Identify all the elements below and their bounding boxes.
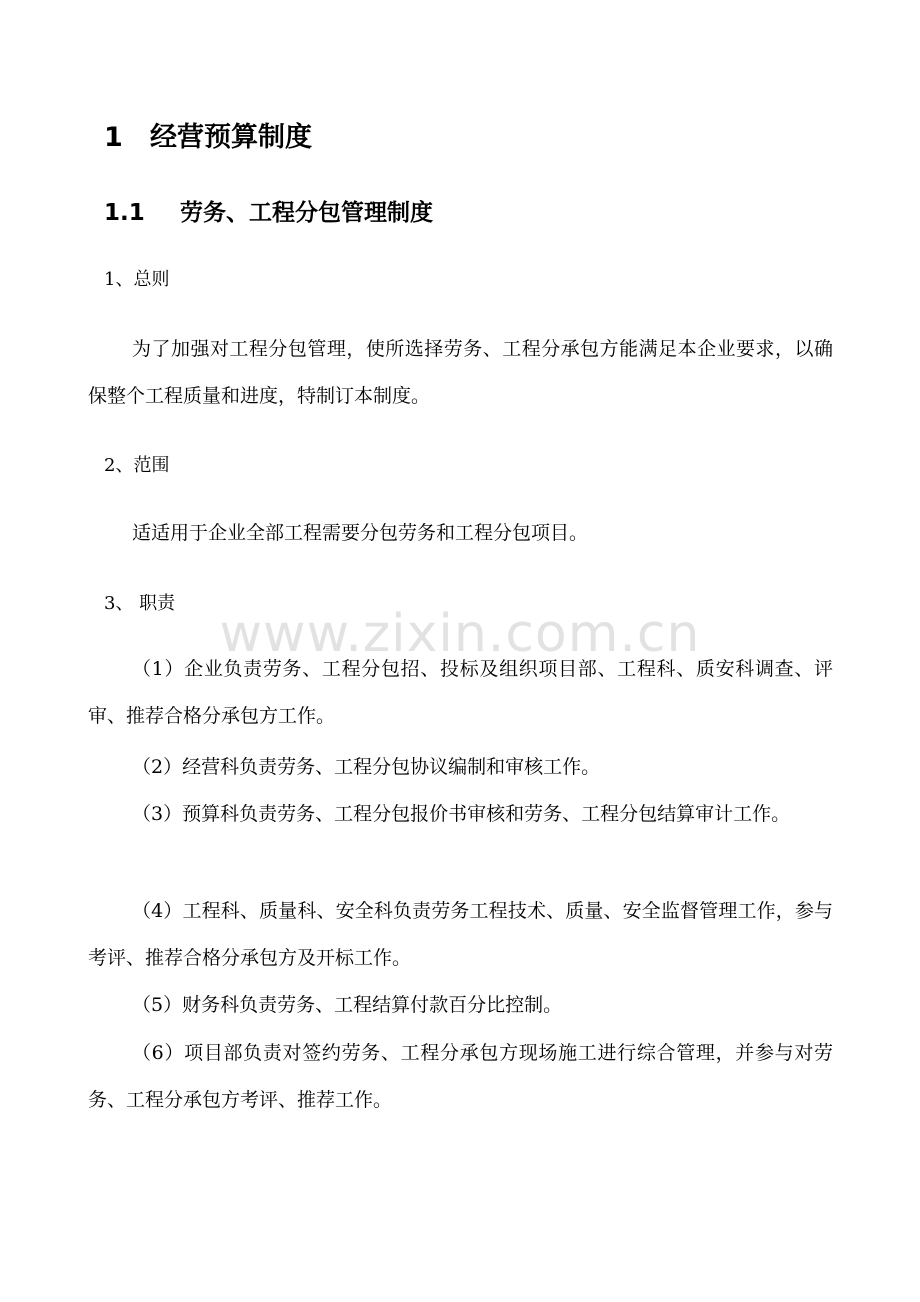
- heading-2: [104, 196, 433, 230]
- heading-1-number: 1: [104, 122, 123, 153]
- heading-2-number: 1.1: [104, 200, 145, 226]
- section-2-label: 2、范围: [104, 455, 170, 476]
- heading-1: [104, 118, 312, 158]
- section-3-label: 3、 职责: [104, 593, 176, 614]
- watermark: www.zixin.com.cn: [219, 604, 701, 664]
- duty-item-2: （2）经营科负责劳务、工程分包协议编制和审核工作。: [132, 756, 601, 778]
- duty-item-5: （5）财务科负责劳务、工程结算付款百分比控制。: [132, 994, 563, 1016]
- heading-1-title: 经营预算制度: [150, 122, 312, 153]
- duty-item-1: （1）企业负责劳务、工程分包招、投标及组织项目部、工程科、质安科调查、评审、推荐合格分承包方工作。: [88, 658, 833, 727]
- duty-item-4: （4）工程科、质量科、安全科负责劳务工程技术、质量、安全监督管理工作，参与考评、推荐合格分承包方及开标工作。: [88, 900, 833, 969]
- section-2-paragraph: 适适用于企业全部工程需要分包劳务和工程分包项目。: [132, 522, 589, 544]
- section-1-label: 1、总则: [104, 269, 170, 290]
- heading-2-title: 劳务、工程分包管理制度: [180, 200, 433, 226]
- duty-item-6: （6）项目部负责对签约劳务、工程分承包方现场施工进行综合管理，并参与对劳务、工程分承包方考评、推荐工作。: [88, 1042, 833, 1111]
- duty-item-3: （3）预算科负责劳务、工程分包报价书审核和劳务、工程分包结算审计工作。: [132, 803, 791, 825]
- section-1-paragraph: 为了加强对工程分包管理，使所选择劳务、工程分承包方能满足本企业要求，以确保整个工程质量和进度，特制订本制度。: [88, 338, 833, 407]
